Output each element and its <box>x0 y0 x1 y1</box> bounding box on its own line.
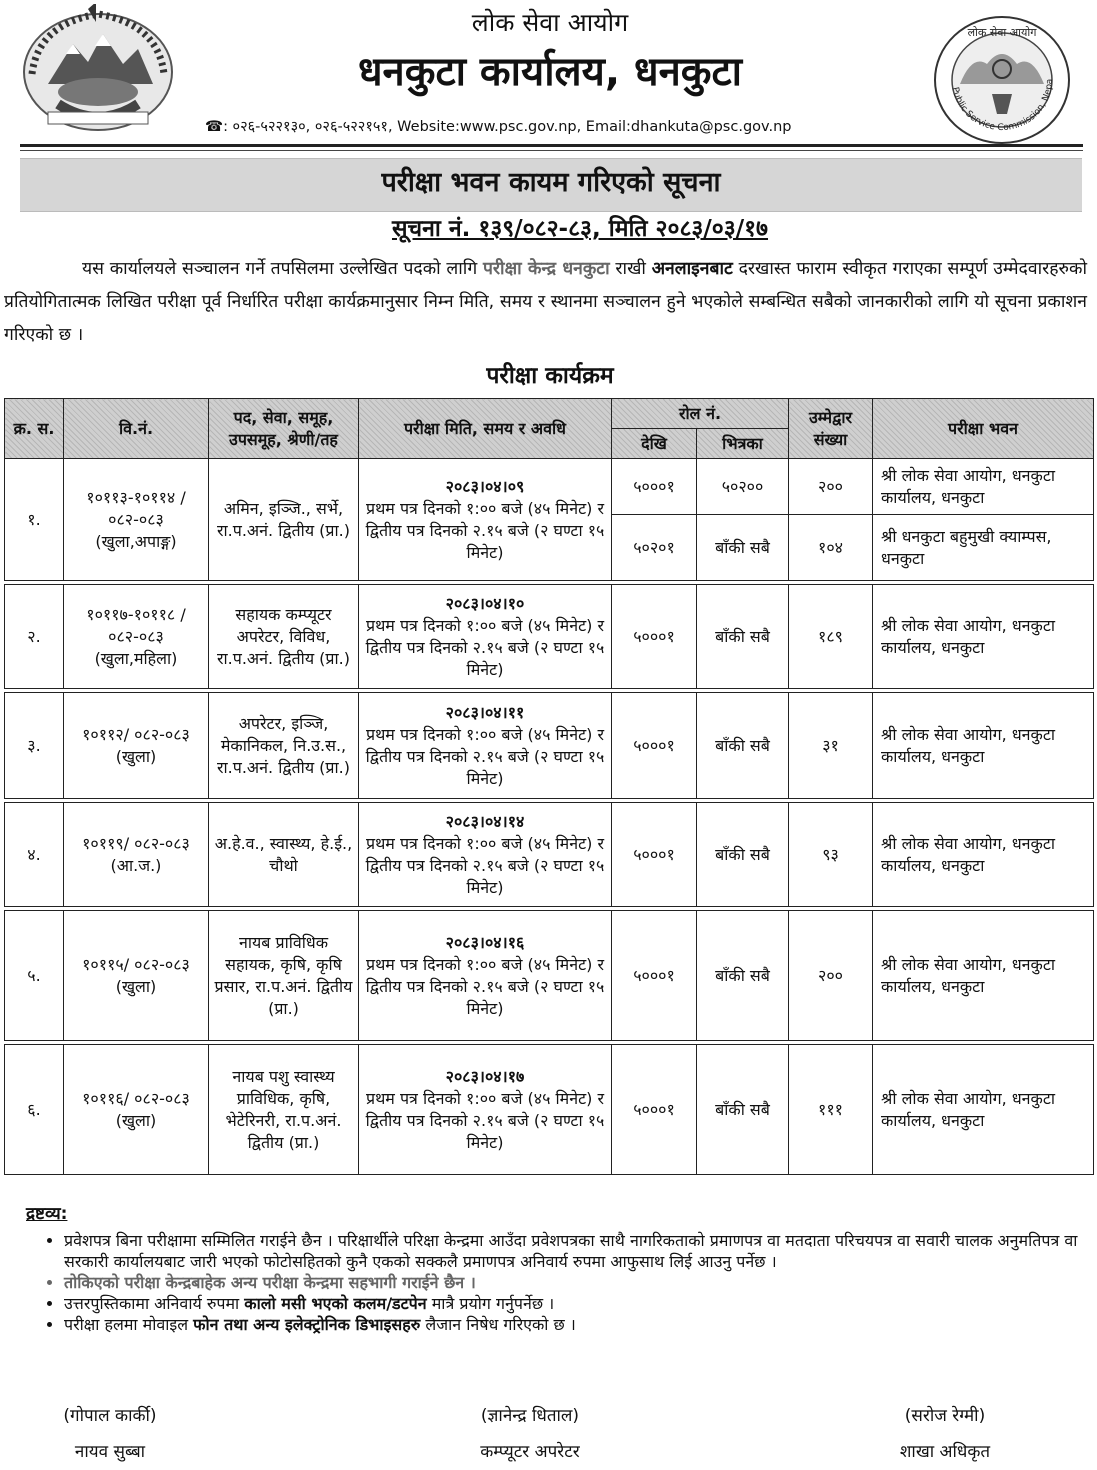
cell-count: ९३ <box>789 803 873 907</box>
cell-roll-from: ५०००१ <box>612 585 697 689</box>
cell-datetime <box>359 803 612 907</box>
para-text: दरखास्त फाराम स्वीकृत गराएका सम्पूर्ण उम्मेदवारहरुको प्रतियोगितात्मक लिखित परीक्षा पूर्व निर्धारित परीक्षा कार्यक्रमानुसार निम्न मिति, समय र स्थानमा सञ्चालन हुने भएकोले सम्बन्धित सबैको जानकारीको लागि यो सूचना प्रकाशन गरिएको छ । <box>4 259 1087 345</box>
online-highlight: अनलाइनबाट <box>651 259 733 279</box>
contact-text: : ०२६-५२२१३०, ०२६-५२२१५१, Website:www.psc.gov.np, Email:dhankuta@psc.gov.np <box>223 119 792 135</box>
cell-roll-from: ५०००१ <box>612 1045 697 1175</box>
table-row <box>5 585 1094 689</box>
signatory-title: कम्प्यूटर अपरेटर <box>480 1442 580 1462</box>
exam-date: २०८३।०४।१७ <box>445 1066 525 1086</box>
cell-roll-from: ५०००१ <box>612 693 697 799</box>
exam-date: २०८३।०४।०९ <box>445 476 525 496</box>
cell-ad: १०११२/ ०८२-०८३ (खुला) <box>64 693 209 799</box>
cell-roll-from: ५०००१ <box>612 803 697 907</box>
para-text: यस कार्यालयले सञ्चालन गर्ने तपसिलमा उल्लेखित पदको लागि <box>82 259 483 279</box>
exam-time: प्रथम पत्र दिनको १:०० बजे (४५ मिनेट) र द्वितीय पत्र दिनको २.१५ बजे (२ घण्टा १५ मिनेट) <box>365 498 605 562</box>
cell-sn: २. <box>5 585 64 689</box>
cell-venue: श्री लोक सेवा आयोग, धनकुटा कार्यालय, धनकुटा <box>873 459 1094 515</box>
note-text: परीक्षा हलमा मोवाइल <box>64 1315 194 1334</box>
header-ad-no: वि.नं. <box>64 399 209 459</box>
signatory-name: (सरोज रेग्मी) <box>904 1406 986 1426</box>
cell-count: २०० <box>789 459 873 515</box>
header-roll-to: भित्रका <box>697 429 789 459</box>
cell-roll-from: ५०००१ <box>612 911 697 1041</box>
header-rule-thin <box>20 150 1083 151</box>
exam-time: प्रथम पत्र दिनको १:०० बजे (४५ मिनेट) र द्वितीय पत्र दिनको २.१५ बजे (२ घण्टा १५ मिनेट) <box>365 954 605 1018</box>
header-count: उम्मेद्वार संख्या <box>789 399 873 459</box>
para-text: राखी <box>609 259 652 279</box>
note-text: उत्तरपुस्तिकामा अनिवार्य रुपमा <box>64 1294 245 1313</box>
cell-roll-to: बाँकी सबै <box>697 515 789 581</box>
note-text: लैजान निषेध गरिएको छ । <box>420 1315 576 1334</box>
cell-count: १०४ <box>789 515 873 581</box>
signatory-title: शाखा अधिकृत <box>899 1442 991 1462</box>
note-item <box>64 1293 1097 1314</box>
header-datetime: परीक्षा मिति, समय र अवधि <box>359 399 612 459</box>
cell-count: १८९ <box>789 585 873 689</box>
cell-count: २०० <box>789 911 873 1041</box>
office-line: धनकुटा कार्यालय, धनकुटा <box>357 49 743 95</box>
exam-time: प्रथम पत्र दिनको १:०० बजे (४५ मिनेट) र द्वितीय पत्र दिनको २.१५ बजे (२ घण्टा १५ मिनेट) <box>365 724 605 788</box>
cell-datetime <box>359 585 612 689</box>
cell-post: अमिन, इञ्जि., सर्भे, रा.प.अनं. द्वितीय (प्रा.) <box>209 459 359 581</box>
cell-ad: १०११५/ ०८२-०८३ (खुला) <box>64 911 209 1041</box>
note-bold: कालो मसी भएको कलम/डटपेन <box>244 1294 427 1313</box>
cell-datetime <box>359 459 612 581</box>
exam-time: प्रथम पत्र दिनको १:०० बजे (४५ मिनेट) र द्वितीय पत्र दिनको २.१५ बजे (२ घण्टा १५ मिनेट) <box>365 1088 605 1152</box>
table-row <box>5 459 1094 515</box>
table-row <box>5 693 1094 799</box>
cell-sn: ३. <box>5 693 64 799</box>
cell-venue: श्री लोक सेवा आयोग, धनकुटा कार्यालय, धनकुटा <box>873 911 1094 1041</box>
cell-datetime <box>359 693 612 799</box>
cell-ad: १०११७-१०११८ /०८२-०८३ (खुला,महिला) <box>64 585 209 689</box>
exam-center-highlight: परीक्षा केन्द्र धनकुटा <box>482 259 610 279</box>
cell-ad: १०११६/ ०८२-०८३ (खुला) <box>64 1045 209 1175</box>
header-roll-from: देखि <box>612 429 697 459</box>
cell-post: नायब प्राविधिक सहायक, कृषि, कृषि प्रसार, रा.प.अनं. द्वितीय (प्रा.) <box>209 911 359 1041</box>
cell-roll-to: बाँकी सबै <box>697 693 789 799</box>
cell-post: सहायक कम्प्यूटर अपरेटर, विविध, रा.प.अनं. द्वितीय (प्रा.) <box>209 585 359 689</box>
cell-sn: १. <box>5 459 64 581</box>
header-roll: रोल नं. <box>612 399 789 429</box>
cell-roll-to: बाँकी सबै <box>697 585 789 689</box>
header-rule <box>20 144 1083 147</box>
note-item <box>64 1314 1097 1335</box>
psc-emblem <box>932 14 1072 146</box>
signature-block-2 <box>420 1398 640 1470</box>
cell-datetime <box>359 1045 612 1175</box>
notes-heading: द्रष्टव्य: <box>26 1204 68 1224</box>
cell-post: अ.हे.व., स्वास्थ्य, हे.ई., चौथो <box>209 803 359 907</box>
exam-date: २०८३।०४।१० <box>445 593 525 613</box>
program-title: परीक्षा कार्यक्रम <box>486 363 614 389</box>
note-item: • प्रवेशपत्र बिना परीक्षामा सम्मिलित गराईने छैन । परिक्षार्थीले परिक्षा केन्द्रमा आउँदा प्रवेशपत्रका साथै नागरिकताको प्रमाणपत्र वा मतदाता परिचयपत्र वा सवारी चालक अनुमतिपत्र वा सरकारी कार्यालयबाट जारी भएको फोटोसहितको कुनै एकको सक्कलै प्रमाणपत्र अनिवार्य रुपमा आफुसाथ लिई आउनु पर्नेछ । <box>64 1230 1097 1272</box>
note-bold: फोन तथा अन्य इलेक्ट्रोनिक डिभाइसहरु <box>193 1315 421 1334</box>
exam-date: २०८३।०४।११ <box>445 702 525 722</box>
note-text: मात्रै प्रयोग गर्नुपर्नेछ । <box>426 1294 555 1313</box>
header-post: पद, सेवा, समूह, उपसमूह, श्रेणी/तह <box>209 399 359 459</box>
phone-icon: ☎ <box>205 119 224 135</box>
cell-count: ३१ <box>789 693 873 799</box>
header-sn: क्र. स. <box>5 399 64 459</box>
nepal-government-emblem <box>18 4 178 134</box>
cell-venue: श्री लोक सेवा आयोग, धनकुटा कार्यालय, धनकुटा <box>873 693 1094 799</box>
exam-schedule-table <box>4 398 1094 1175</box>
cell-roll-from: ५०००१ <box>612 459 697 515</box>
header-venue: परीक्षा भवन <box>873 399 1094 459</box>
signatory-name: (ज्ञानेन्द्र धिताल) <box>480 1406 580 1426</box>
table-row <box>5 1045 1094 1175</box>
cell-venue: श्री लोक सेवा आयोग, धनकुटा कार्यालय, धनकुटा <box>873 1045 1094 1175</box>
exam-time: प्रथम पत्र दिनको १:०० बजे (४५ मिनेट) र द्वितीय पत्र दिनको २.१५ बजे (२ घण्टा १५ मिनेट) <box>365 833 605 897</box>
contact-line <box>205 117 791 137</box>
notice-paragraph <box>4 253 1087 352</box>
cell-sn: ६. <box>5 1045 64 1175</box>
note-item: • तोकिएको परीक्षा केन्द्रबाहेक अन्य परीक्षा केन्द्रमा सहभागी गराईने छैन । <box>64 1272 1097 1293</box>
cell-venue: श्री लोक सेवा आयोग, धनकुटा कार्यालय, धनकुटा <box>873 803 1094 907</box>
cell-ad: १०११३-१०११४ /०८२-०८३ (खुला,अपाङ्ग) <box>64 459 209 581</box>
notes-list <box>26 1230 1097 1335</box>
cell-venue: श्री धनकुटा बहुमुखी क्याम्पस, धनकुटा <box>873 515 1094 581</box>
psc-emblem-ring-text: Public Service Commission, Nepa <box>949 78 1056 134</box>
cell-post: नायब पशु स्वास्थ्य प्राविधिक, कृषि, भेटेरिनरी, रा.प.अनं. द्वितीय (प्रा.) <box>209 1045 359 1175</box>
cell-roll-to: ५०२०० <box>697 459 789 515</box>
notice-number: सूचना नं. १३९/०८२-८३, मिति २०८३/०३/१७ <box>391 216 769 242</box>
signatory-title: नायव सुब्बा <box>74 1442 146 1462</box>
cell-count: १११ <box>789 1045 873 1175</box>
cell-venue: श्री लोक सेवा आयोग, धनकुटा कार्यालय, धनकुटा <box>873 585 1094 689</box>
org-line: लोक सेवा आयोग <box>471 8 629 37</box>
exam-date: २०८३।०४।१६ <box>445 932 525 952</box>
signatory-name: (गोपाल कार्की) <box>63 1406 157 1426</box>
exam-time: प्रथम पत्र दिनको १:०० बजे (४५ मिनेट) र द्वितीय पत्र दिनको २.१५ बजे (२ घण्टा १५ मिनेट) <box>365 615 605 679</box>
cell-roll-from: ५०२०१ <box>612 515 697 581</box>
cell-roll-to: बाँकी सबै <box>697 1045 789 1175</box>
cell-roll-to: बाँकी सबै <box>697 803 789 907</box>
signature-block-3 <box>850 1398 1040 1470</box>
exam-date: २०८३।०४।१४ <box>445 811 525 831</box>
table-row <box>5 803 1094 907</box>
notice-title: परीक्षा भवन कायम गरिएको सूचना <box>381 167 721 198</box>
cell-sn: ४. <box>5 803 64 907</box>
cell-datetime <box>359 911 612 1041</box>
signature-block-1 <box>10 1398 210 1470</box>
cell-sn: ५. <box>5 911 64 1041</box>
cell-roll-to: बाँकी सबै <box>697 911 789 1041</box>
table-row <box>5 911 1094 1041</box>
psc-emblem-top-text: लोक सेवा आयोग <box>967 26 1037 39</box>
cell-ad: १०११९/ ०८२-०८३ (आ.ज.) <box>64 803 209 907</box>
cell-post: अपरेटर, इञ्जि, मेकानिकल, नि.उ.स., रा.प.अनं. द्वितीय (प्रा.) <box>209 693 359 799</box>
